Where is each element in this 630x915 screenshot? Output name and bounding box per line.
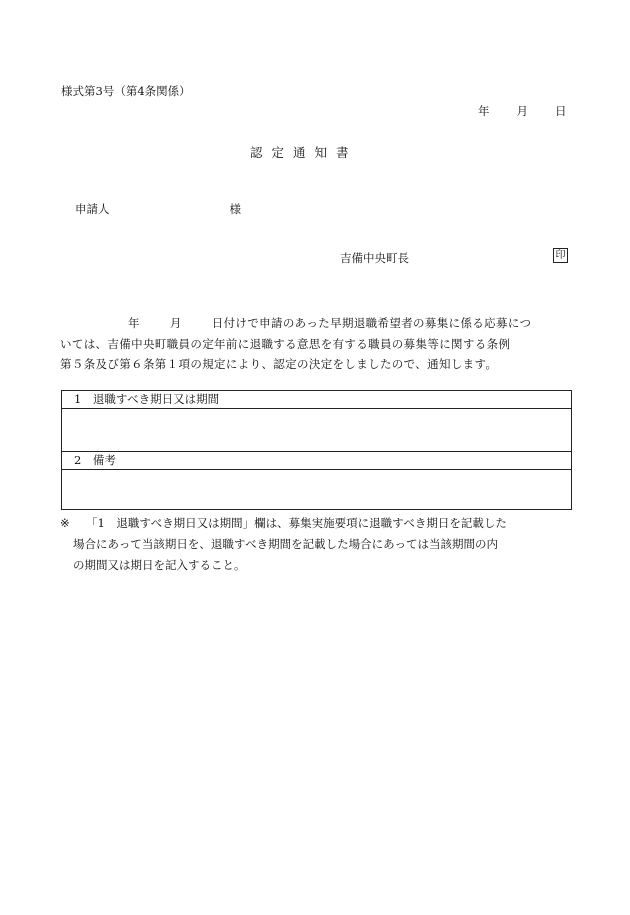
date-year-label: 年 (478, 104, 490, 118)
footnote-line-3-text: の期間又は期日を記入すること。 (73, 558, 246, 572)
applicant-honorific: 様 (229, 202, 241, 216)
applicant-line (75, 201, 241, 217)
footnote-line-3 (60, 555, 576, 576)
issuer-name: 吉備中央町長 (340, 251, 409, 265)
item2-value-cell (62, 470, 572, 510)
body-line-2: いては、吉備中央町職員の定年前に退職する意思を有する職員の募集等に関する条例 (60, 336, 511, 351)
seal-mark: 印 (553, 248, 568, 263)
note-mark: ※ (60, 516, 70, 530)
item1-heading: 1 退職すべき期日又は期間 (62, 391, 572, 409)
body-line-1-text: 日付けで申請のあった早期退職希望者の募集に係る応募につ (211, 316, 532, 330)
item2-heading: 2 備考 (62, 452, 572, 470)
footnote-line-1 (60, 513, 576, 534)
form-number-label: 様式第3号（第4条関係） (61, 84, 191, 98)
item1-value-cell (62, 409, 572, 452)
footnote-line-2-text: 場合にあって当該期日を、退職すべき期間を記載した場合にあっては当該期間の内 (73, 537, 499, 551)
body-month-label: 月 (169, 316, 182, 330)
body-year-label: 年 (128, 316, 140, 330)
footnote-line-2 (60, 534, 576, 555)
details-table (61, 390, 572, 510)
footnote-line-1-text: 「1 退職すべき期日又は期間」欄は、募集実施要項に退職すべき期日を記載した (86, 516, 507, 530)
body-line-1 (60, 313, 574, 334)
footnote (60, 513, 576, 576)
date-day-label: 日 (555, 104, 567, 118)
document-title: 認定通知書 (250, 145, 358, 160)
date-month-label: 月 (516, 104, 528, 118)
applicant-label: 申請人 (75, 202, 110, 216)
body-line-3: 第５条及び第６条第１項の規定により、認定の決定をしましたので、通知します。 (60, 357, 498, 371)
issue-date-line (478, 103, 567, 119)
notice-body (60, 313, 574, 375)
